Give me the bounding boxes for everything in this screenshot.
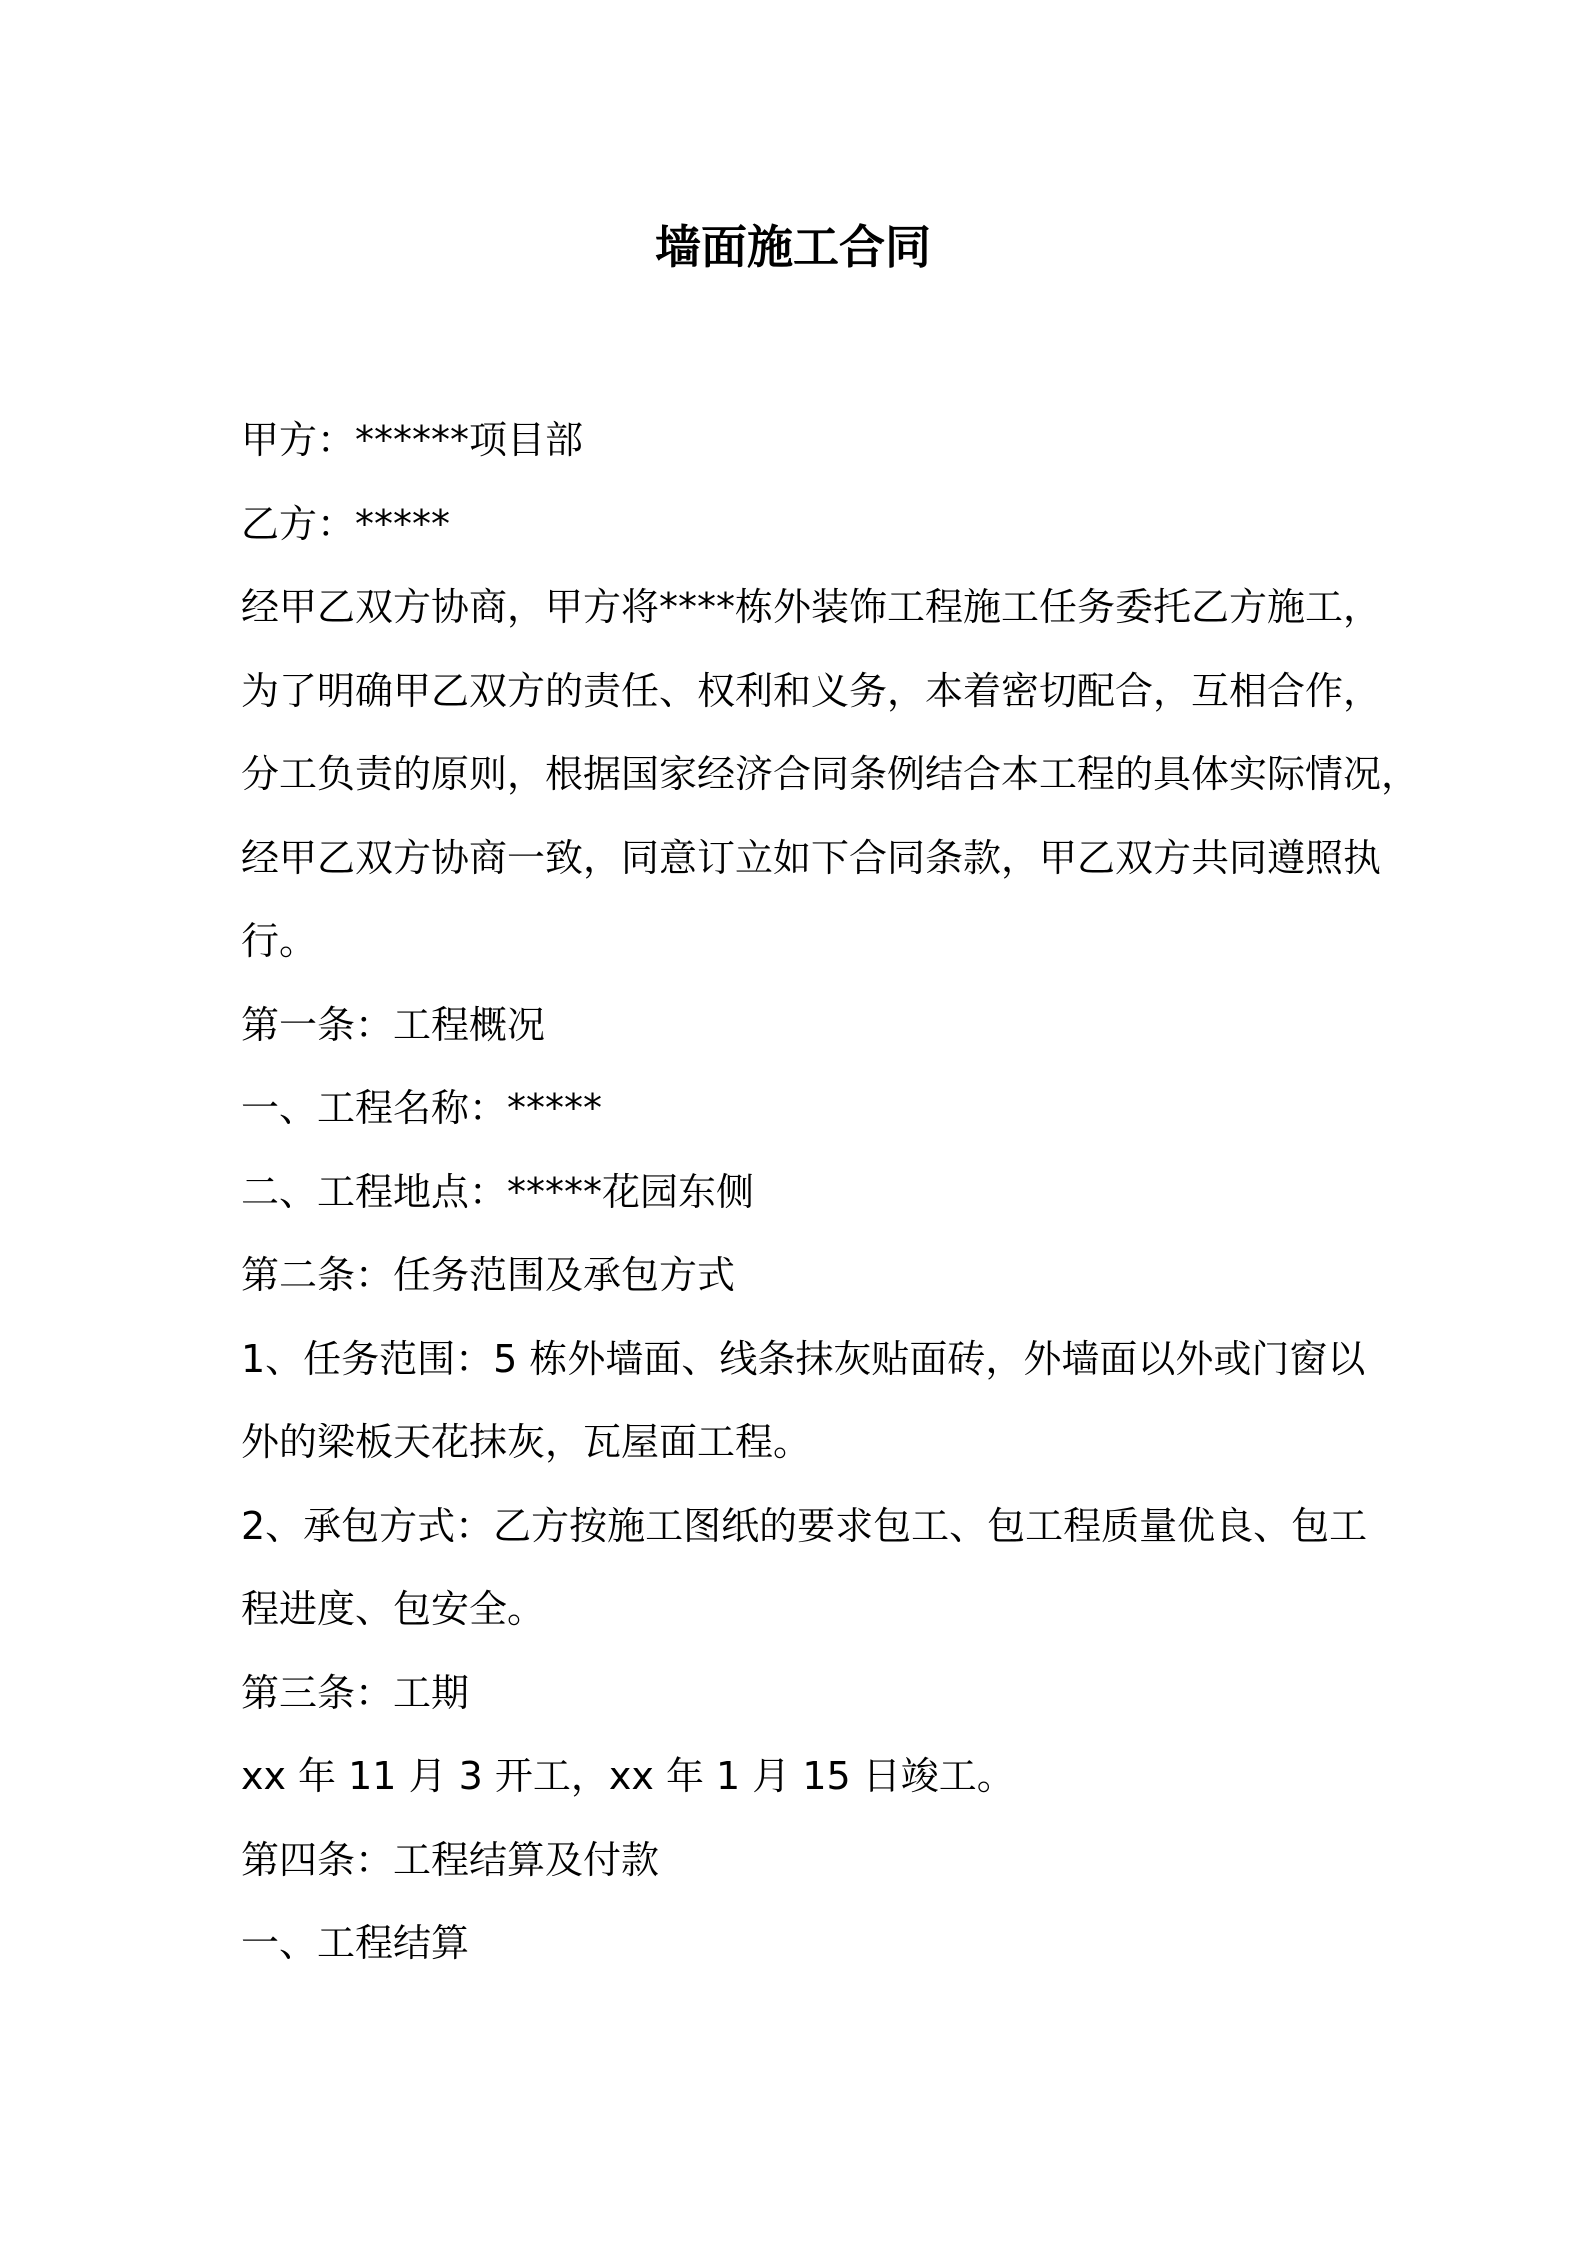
preamble-line: 分工负责的原则，根据国家经济合同条例结合本工程的具体实际情况， [241, 752, 1420, 796]
article-2-heading: 第二条：任务范围及承包方式 [241, 1253, 736, 1297]
contract-method-line: 2、承包方式：乙方按施工图纸的要求包工、包工程质量优良、包工 [241, 1503, 1368, 1548]
scope-line: 1、任务范围：5 栋外墙面、线条抹灰贴面砖，外墙面以外或门窗以 [241, 1336, 1366, 1381]
contract-method-line: 程进度、包安全。 [241, 1587, 546, 1631]
project-location-line: 二、工程地点：*****花园东侧 [241, 1169, 755, 1214]
article-4-heading: 第四条：工程结算及付款 [241, 1837, 660, 1882]
article-3-heading: 第三条：工期 [241, 1670, 470, 1715]
preamble-line: 为了明确甲乙双方的责任、权利和义务，本着密切配合，互相合作， [241, 668, 1382, 713]
article-1-heading: 第一条：工程概况 [241, 1002, 546, 1047]
document-body [241, 399, 1420, 1986]
settlement-subheading: 一、工程结算 [241, 1921, 470, 1965]
schedule-line: xx 年 11 月 3 开工，xx 年 1 月 15 日竣工。 [241, 1754, 1015, 1798]
scope-line: 外的梁板天花抹灰，瓦屋面工程。 [241, 1420, 812, 1464]
document-title: 墙面施工合同 [655, 220, 931, 274]
preamble-line: 行。 [241, 919, 318, 963]
party-a-line: 甲方：******项目部 [241, 418, 584, 462]
preamble-line: 经甲乙双方协商一致，同意订立如下合同条款，甲乙双方共同遵照执 [241, 835, 1382, 880]
preamble-line: 经甲乙双方协商，甲方将****栋外装饰工程施工任务委托乙方施工， [241, 585, 1382, 629]
party-b-line: 乙方：***** [241, 501, 451, 546]
project-name-line: 一、工程名称：***** [241, 1086, 603, 1130]
